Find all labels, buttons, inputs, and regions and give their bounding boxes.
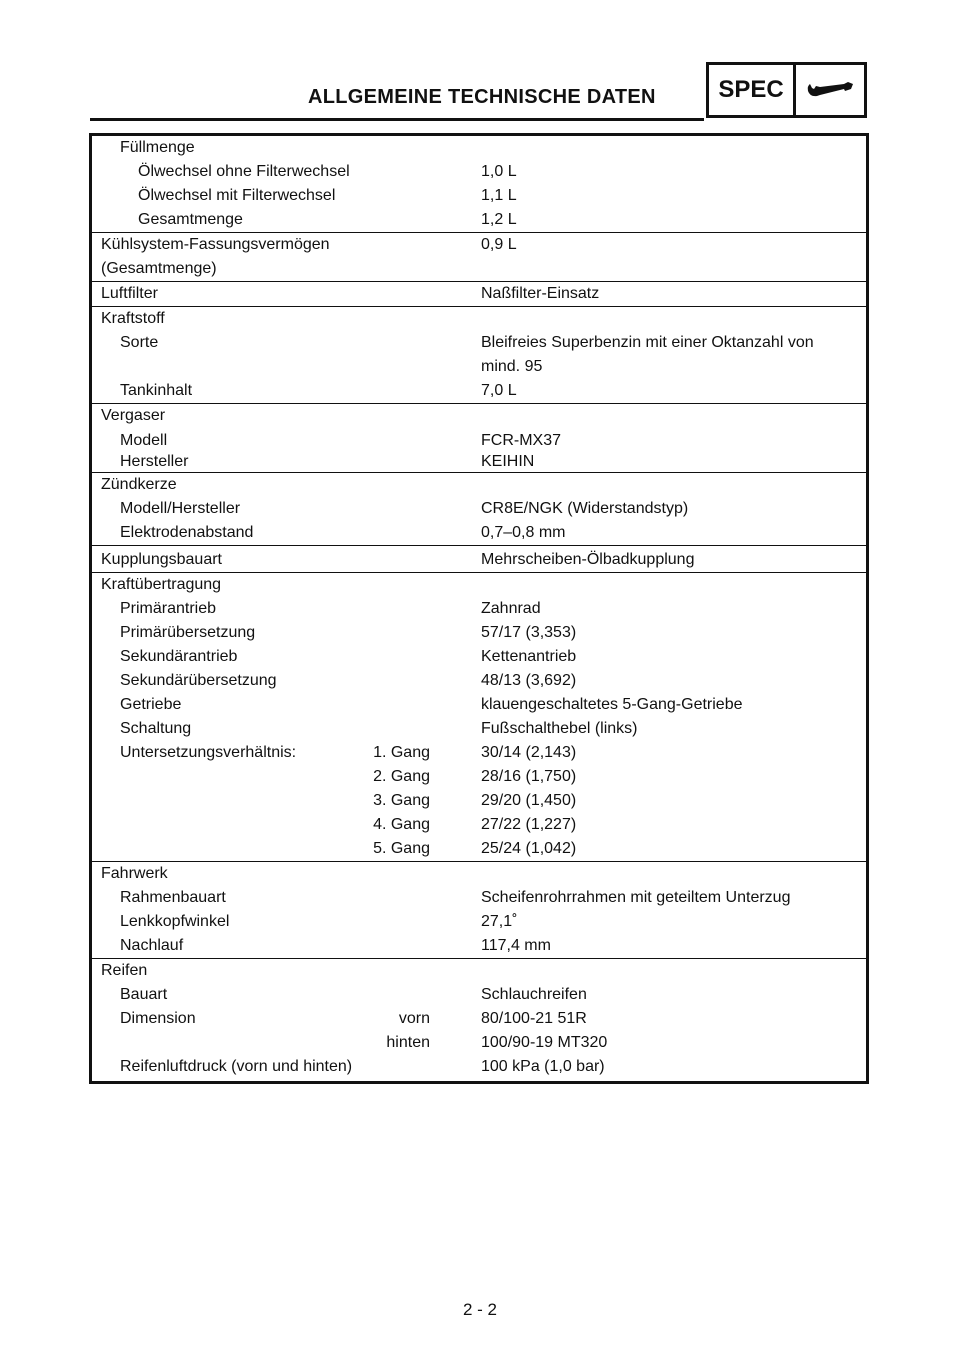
row-value: 1,2 L <box>481 211 517 228</box>
row-value: 0,9 L <box>481 236 517 253</box>
gear-label: 2. Gang <box>373 768 430 785</box>
row-label: Sekundärübersetzung <box>120 672 277 689</box>
header-rule <box>90 118 704 121</box>
row-label: Untersetzungsverhältnis: <box>120 744 297 761</box>
table-row <box>91 282 868 307</box>
row-label: Reifen <box>101 962 148 979</box>
row-label: Sekundärantrieb <box>120 648 238 665</box>
row-value: CR8E/NGK (Widerstandstyp) <box>481 500 689 517</box>
row-value: 27/22 (1,227) <box>481 816 577 833</box>
row-value: 30/14 (2,143) <box>481 744 577 761</box>
gear-label: 3. Gang <box>373 792 430 809</box>
row-value: 1,1 L <box>481 187 517 204</box>
row-value: 7,0 L <box>481 382 517 399</box>
row-value: Schlauchreifen <box>481 986 587 1003</box>
row-label: Hersteller <box>120 453 189 470</box>
row-label: Tankinhalt <box>120 382 193 399</box>
row-label: Kraftübertragung <box>101 576 222 593</box>
spec-table <box>89 133 869 1084</box>
row-value: 100 kPa (1,0 bar) <box>481 1058 605 1075</box>
row-label: Kühlsystem-Fassungsvermögen <box>101 236 330 253</box>
row-label: (Gesamtmenge) <box>101 260 217 277</box>
row-value: 57/17 (3,353) <box>481 624 577 641</box>
row-value: mind. 95 <box>481 358 543 375</box>
row-label: Dimension <box>120 1010 196 1027</box>
row-value: Fußschalthebel (links) <box>481 720 638 737</box>
row-label: Luftfilter <box>101 285 158 302</box>
row-value: 1,0 L <box>481 163 517 180</box>
row-label: Rahmenbauart <box>120 889 226 906</box>
row-value: 80/100-21 51R <box>481 1010 587 1027</box>
row-label: Getriebe <box>120 696 182 713</box>
row-label: Ölwechsel mit Filterwechsel <box>138 187 336 204</box>
table-row <box>91 546 868 573</box>
row-label: Primärantrieb <box>120 600 217 617</box>
row-value: Kettenantrieb <box>481 648 577 665</box>
row-label: Reifenluftdruck (vorn und hinten) <box>120 1058 353 1075</box>
tire-position: vorn <box>398 1010 430 1027</box>
gear-label: 1. Gang <box>373 744 430 761</box>
spec-badge <box>706 62 867 118</box>
table-row <box>91 573 868 862</box>
row-label: Fahrwerk <box>101 865 168 882</box>
row-value: 28/16 (1,750) <box>481 768 577 785</box>
row-label: Nachlauf <box>120 937 184 954</box>
page-number: 2 - 2 <box>462 1300 498 1319</box>
gear-label: 4. Gang <box>373 816 430 833</box>
row-label: Füllmenge <box>120 139 195 156</box>
row-label: Modell <box>120 432 168 449</box>
row-label: Primärübersetzung <box>120 624 256 641</box>
page-title: ALLGEMEINE TECHNISCHE DATEN <box>308 86 656 108</box>
table-row <box>91 862 868 959</box>
row-value: Naßfilter-Einsatz <box>481 285 600 302</box>
row-value: 48/13 (3,692) <box>481 672 577 689</box>
row-label: Kraftstoff <box>101 310 165 327</box>
row-value: 0,7–0,8 mm <box>481 524 566 541</box>
row-label: Vergaser <box>101 407 166 424</box>
row-value: KEIHIN <box>481 453 535 470</box>
row-value: 117,4 mm <box>481 937 551 954</box>
row-value: Scheifenrohrrahmen mit geteiltem Unterzug <box>481 889 791 906</box>
spec-label: SPEC <box>709 65 796 115</box>
row-label: Kupplungsbauart <box>101 551 222 568</box>
row-value: FCR-MX37 <box>481 432 562 449</box>
table-row <box>91 307 868 404</box>
row-value: Bleifreies Superbenzin mit einer Oktanzahl von <box>481 334 814 351</box>
table-row <box>91 404 868 473</box>
row-label: Schaltung <box>120 720 192 737</box>
row-label: Bauart <box>120 986 168 1003</box>
row-label: Zündkerze <box>101 476 177 493</box>
row-label: Lenkkopfwinkel <box>120 913 230 930</box>
row-label: Sorte <box>120 334 159 351</box>
row-label: Ölwechsel ohne Filterwechsel <box>138 163 350 180</box>
gear-label: 5. Gang <box>373 840 430 857</box>
table-row <box>91 959 868 1083</box>
row-label: Elektrodenabstand <box>120 524 254 541</box>
row-value: 29/20 (1,450) <box>481 792 577 809</box>
row-value: 100/90-19 MT320 <box>481 1034 608 1051</box>
row-value: klauengeschaltetes 5-Gang-Getriebe <box>481 696 743 713</box>
table-row <box>91 135 868 233</box>
table-row <box>91 233 868 282</box>
wrench-icon <box>796 65 864 115</box>
row-value: 25/24 (1,042) <box>481 840 577 857</box>
row-label: Modell/Hersteller <box>120 500 241 517</box>
table-row <box>91 473 868 546</box>
tire-position: hinten <box>386 1034 430 1051</box>
row-label: Gesamtmenge <box>138 211 243 228</box>
row-value: Zahnrad <box>481 600 541 617</box>
row-value: Mehrscheiben-Ölbadkupplung <box>481 551 695 568</box>
row-value: 27,1˚ <box>481 913 518 930</box>
